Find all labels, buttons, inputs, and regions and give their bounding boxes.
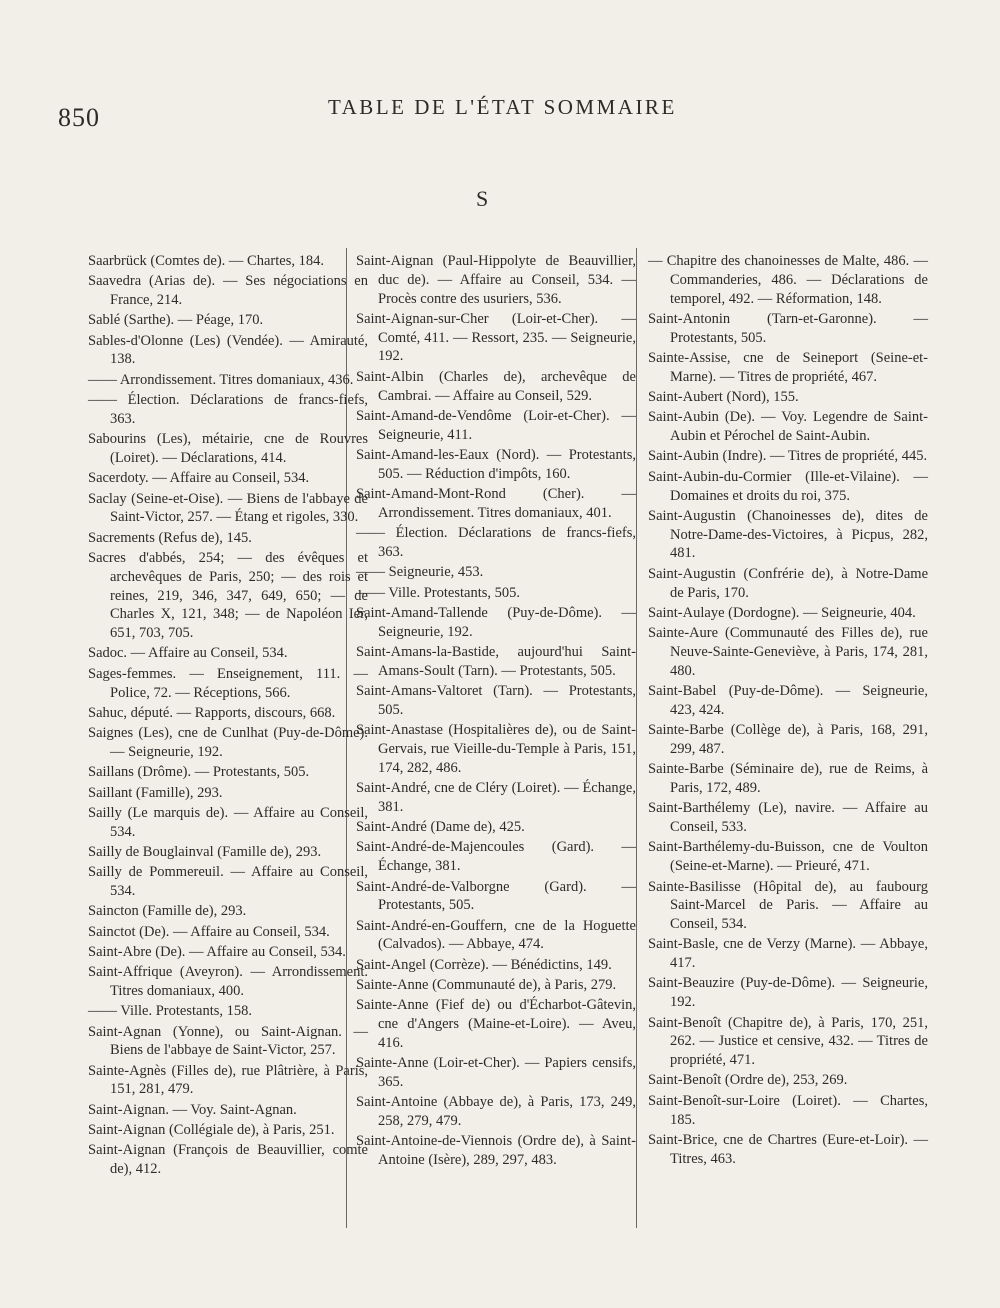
section-letter: S — [476, 186, 489, 211]
index-entry: Saint-Abre (De). — Affaire au Conseil, 534. — [88, 943, 346, 960]
index-entry: Saint-André, cne de Cléry (Loiret). — Échange, 381. — [356, 780, 636, 815]
page-number: 850 — [58, 103, 100, 132]
index-entry: Saint-Antoine (Abbaye de), à Paris, 173, 249, 258, 279, 479. — [356, 1094, 636, 1130]
index-entry: Sailly de Bouglainval (Famille de), 293. — [88, 843, 322, 860]
index-entry: Saint-Amand-de-Vendôme (Loir-et-Cher). — Seigneurie, 411. — [356, 407, 636, 443]
index-entry: Saignes (Les), cne de Cunlhat (Puy-de-Dôme). — Seigneurie, 192. — [88, 725, 368, 760]
index-entry: Saint-Beauzire (Puy-de-Dôme). — Seigneurie, 192. — [648, 975, 928, 1011]
index-entry: Sailly de Pommereuil. — Affaire au Conseil, 534. — [88, 864, 368, 899]
index-entry: Saint-Babel (Puy-de-Dôme). — Seigneurie, 423, 424. — [648, 683, 928, 718]
index-entry: Saint-Aubert (Nord), 155. — [648, 389, 799, 406]
index-entry: Saint-Amand-Mont-Rond (Cher). — Arrondissement. Titres domaniaux, 401. — [356, 486, 636, 521]
index-entry: Sacres d'abbés, 254; — des évêques et archevêques de Paris, 250; — des rois et reines, 219, 346, 347, 649, 650; — de Charles X, 121, 348; — de Napoléon Ier, 651, 703, 705. — [88, 549, 368, 642]
index-entry: Saint-Barthélemy (Le), navire. — Affaire au Conseil, 533. — [648, 800, 928, 836]
index-entry: Saint-Anastase (Hospitalières de), ou de Saint-Gervais, rue Vieille-du-Temple à Paris, 151, 174, 282, 486. — [356, 722, 636, 776]
index-column-1 — [88, 252, 368, 1180]
index-entry: Saint-Amand-Tallende (Puy-de-Dôme). — Seigneurie, 192. — [356, 604, 636, 640]
index-entry: Saint-Augustin (Confrérie de), à Notre-Dame de Paris, 170. — [648, 565, 928, 601]
index-entry: —— Arrondissement. Titres domaniaux, 436. — [88, 371, 354, 388]
index-entry: Saillant (Famille), 293. — [88, 784, 223, 801]
index-entry: Sainte-Agnès (Filles de), rue Plâtrière, à Paris, 151, 281, 479. — [88, 1062, 368, 1098]
index-entry: Saint-Benoît (Chapitre de), à Paris, 170, 251, 262. — Justice et censive, 432. — Titres de propriété, 471. — [648, 1014, 928, 1069]
index-entry: Saint-Aubin (De). — Voy. Legendre de Saint-Aubin et Pérochel de Saint-Aubin. — [648, 409, 928, 445]
index-entry: —— Ville. Protestants, 505. — [356, 584, 520, 601]
index-entry: Saint-Augustin (Chanoinesses de), dites de Notre-Dame-des-Victoires, à Picpus, 282, 481. — [648, 507, 928, 562]
index-entry: Saint-Benoît-sur-Loire (Loiret). — Chartes, 185. — [648, 1092, 928, 1128]
index-entry: Sainte-Barbe (Collège de), à Paris, 168, 291, 299, 487. — [648, 722, 928, 757]
index-entry: Saint-Amans-Valtoret (Tarn). — Protestants, 505. — [356, 683, 636, 718]
index-entry: — Chapitre des chanoinesses de Malte, 486. — Commanderies, 486. — Déclarations de temporel, 492. — Réformation, 148. — [648, 253, 928, 307]
index-entry: Saavedra (Arias de). — Ses négociations en France, 214. — [88, 273, 368, 309]
index-entry: Saint-Barthélemy-du-Buisson, cne de Voulton (Seine-et-Marne). — Prieuré, 471. — [648, 839, 928, 875]
index-entry: Saincton (Famille de), 293. — [88, 903, 247, 920]
running-head: TABLE DE L'ÉTAT SOMMAIRE — [328, 95, 677, 119]
index-entry: Saint-Aignan (Paul-Hippolyte de Beauvillier, duc de). — Affaire au Conseil, 534. — Procès contre des usuriers, 536. — [356, 253, 636, 307]
index-entry: Saint-Aubin (Indre). — Titres de propriété, 445. — [648, 448, 928, 465]
index-entry: Sables-d'Olonne (Les) (Vendée). — Amirauté, 138. — [88, 332, 368, 368]
index-entry: Sahuc, député. — Rapports, discours, 668. — [88, 704, 336, 721]
index-entry: Sainte-Anne (Fief de) ou d'Écharbot-Gâtevin, cne d'Angers (Maine-et-Loire). — Aveu, 416. — [356, 997, 636, 1051]
index-entry: Saint-Antonin (Tarn-et-Garonne). — Protestants, 505. — [648, 310, 928, 346]
index-entry: Sadoc. — Affaire au Conseil, 534. — [88, 645, 288, 662]
index-entry: Saint-Albin (Charles de), archevêque de Cambrai. — Affaire au Conseil, 529. — [356, 368, 636, 404]
index-entry: Sainte-Barbe (Séminaire de), rue de Reims, à Paris, 172, 489. — [648, 761, 928, 797]
index-entry: Sainte-Aure (Communauté des Filles de), rue Neuve-Sainte-Geneviève, à Paris, 174, 281, 480. — [648, 625, 928, 679]
index-entry: Saillans (Drôme). — Protestants, 505. — [88, 764, 310, 781]
index-entry: Saint-Antoine-de-Viennois (Ordre de), à Saint-Antoine (Isère), 289, 297, 483. — [356, 1133, 636, 1169]
index-entry: Saint-André-de-Valborgne (Gard). — Protestants, 505. — [356, 878, 636, 914]
index-column-2 — [356, 252, 636, 1171]
index-entry: Sainte-Assise, cne de Seineport (Seine-et-Marne). — Titres de propriété, 467. — [648, 349, 928, 385]
index-entry: Sainte-Basilisse (Hôpital de), au faubourg Saint-Marcel de Paris. — Affaire au Conseil, 534. — [648, 878, 928, 933]
index-entry: Saint-Amans-la-Bastide, aujourd'hui Saint-Amans-Soult (Tarn). — Protestants, 505. — [356, 643, 636, 679]
index-column-3 — [648, 252, 928, 1170]
index-entry: Sacerdoty. — Affaire au Conseil, 534. — [88, 470, 310, 487]
index-entry: Saint-Affrique (Aveyron). — Arrondissement. Titres domaniaux, 400. — [88, 964, 368, 999]
index-entry: Saint-Agnan (Yonne), ou Saint-Aignan. — Biens de l'abbaye de Saint-Victor, 257. — [88, 1023, 368, 1059]
index-entry: Sailly (Le marquis de). — Affaire au Conseil, 534. — [88, 804, 368, 840]
index-entry: Saclay (Seine-et-Oise). — Biens de l'abbaye de Saint-Victor, 257. — Étang et rigoles, 330. — [88, 490, 368, 526]
index-entry: Saint-André-en-Gouffern, cne de la Hoguette (Calvados). — Abbaye, 474. — [356, 917, 636, 953]
index-entry: Saint-André-de-Majencoules (Gard). — Échange, 381. — [356, 839, 636, 875]
index-entry: Saint-Amand-les-Eaux (Nord). — Protestants, 505. — Réduction d'impôts, 160. — [356, 446, 636, 482]
column-rule — [636, 248, 637, 1228]
index-entry: Saint-Aulaye (Dordogne). — Seigneurie, 404. — [648, 604, 916, 621]
index-entry: Saint-Basle, cne de Verzy (Marne). — Abbaye, 417. — [648, 936, 928, 972]
index-entry: Saint-Aignan (François de Beauvillier, comte de), 412. — [88, 1142, 368, 1178]
index-entry: —— Ville. Protestants, 158. — [88, 1003, 252, 1020]
index-entry: Sablé (Sarthe). — Péage, 170. — [88, 312, 264, 329]
index-entry: Sages-femmes. — Enseignement, 111. — Police, 72. — Réceptions, 566. — [88, 665, 368, 701]
index-entry: Saint-Aignan. — Voy. Saint-Agnan. — [88, 1101, 297, 1118]
index-entry: Sacrements (Refus de), 145. — [88, 529, 252, 546]
index-entry: Sainte-Anne (Loir-et-Cher). — Papiers censifs, 365. — [356, 1055, 636, 1090]
index-entry: —— Seigneurie, 453. — [356, 564, 484, 581]
index-entry: Saint-Brice, cne de Chartres (Eure-et-Loir). — Titres, 463. — [648, 1131, 928, 1167]
index-entry: Saint-Aignan-sur-Cher (Loir-et-Cher). — Comté, 411. — Ressort, 235. — Seigneurie, 192. — [356, 310, 636, 365]
index-entry: Saint-Benoît (Ordre de), 253, 269. — [648, 1072, 848, 1089]
index-entry: Saarbrück (Comtes de). — Chartes, 184. — [88, 253, 324, 269]
index-entry: Saint-Angel (Corrèze). — Bénédictins, 149. — [356, 956, 612, 973]
index-entry: Sabourins (Les), métairie, cne de Rouvres (Loiret). — Déclarations, 414. — [88, 431, 368, 466]
index-entry: —— Élection. Déclarations de francs-fiefs, 363. — [88, 392, 368, 427]
index-entry: Saint-Aignan (Collégiale de), à Paris, 251. — [88, 1122, 335, 1139]
index-entry: Saint-Aubin-du-Cormier (Ille-et-Vilaine). — Domaines et droits du roi, 375. — [648, 468, 928, 504]
index-entry: Sainctot (De). — Affaire au Conseil, 534. — [88, 923, 330, 940]
index-entry: —— Élection. Déclarations de francs-fiefs, 363. — [356, 525, 636, 560]
index-entry: Sainte-Anne (Communauté de), à Paris, 279. — [356, 976, 617, 993]
index-entry: Saint-André (Dame de), 425. — [356, 819, 525, 836]
